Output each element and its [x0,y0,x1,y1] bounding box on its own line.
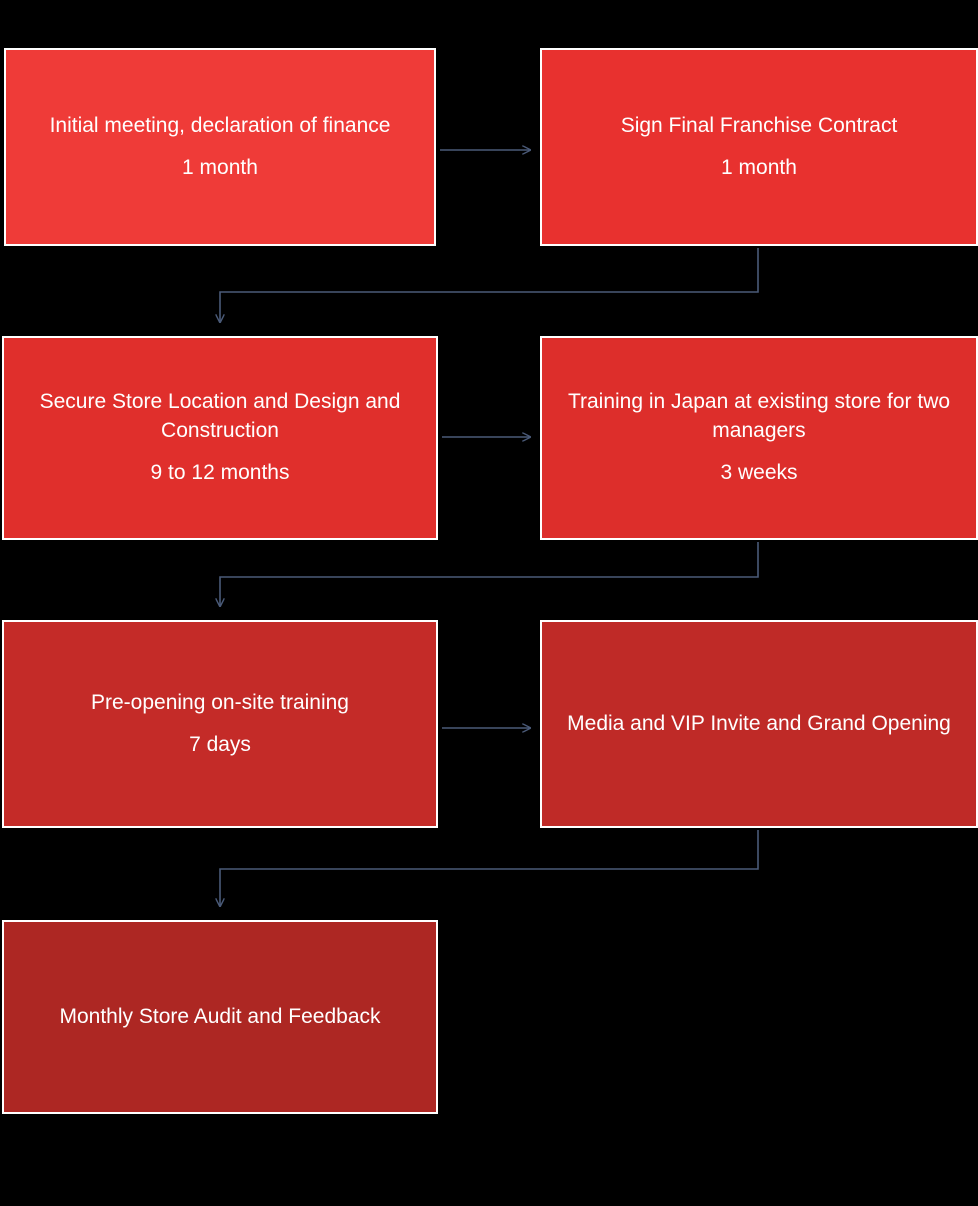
node-label: Pre-opening on-site training [91,690,349,714]
node-label: Secure Store Location and Design and Construction [39,390,401,442]
process-node-training-japan[interactable] [540,336,978,540]
node-label: Sign Final Franchise Contract [620,113,898,137]
node-duration: 1 month [721,156,797,179]
node-duration: 7 days [189,733,251,756]
process-node-secure-store-location[interactable] [2,336,438,540]
node-duration: 1 month [182,156,258,179]
node-duration: 9 to 12 months [150,461,290,485]
process-node-pre-opening-training[interactable] [2,620,438,828]
process-node-sign-contract[interactable] [540,48,978,246]
connector-media-to-audit [220,830,758,906]
process-node-monthly-audit[interactable] [2,920,438,1114]
node-label: Training in Japan at existing store for two managers [567,390,951,442]
process-node-initial-meeting[interactable] [4,48,436,246]
connector-training-to-preopening [220,542,758,606]
node-label: Monthly Store Audit and Feedback [59,1004,381,1028]
node-duration: 3 weeks [720,461,798,485]
process-node-media-vip-grand-opening[interactable] [540,620,978,828]
node-label: Initial meeting, declaration of finance [49,113,391,137]
node-label: Media and VIP Invite and Grand Opening [567,711,951,735]
connector-sign-to-secure [220,248,758,322]
